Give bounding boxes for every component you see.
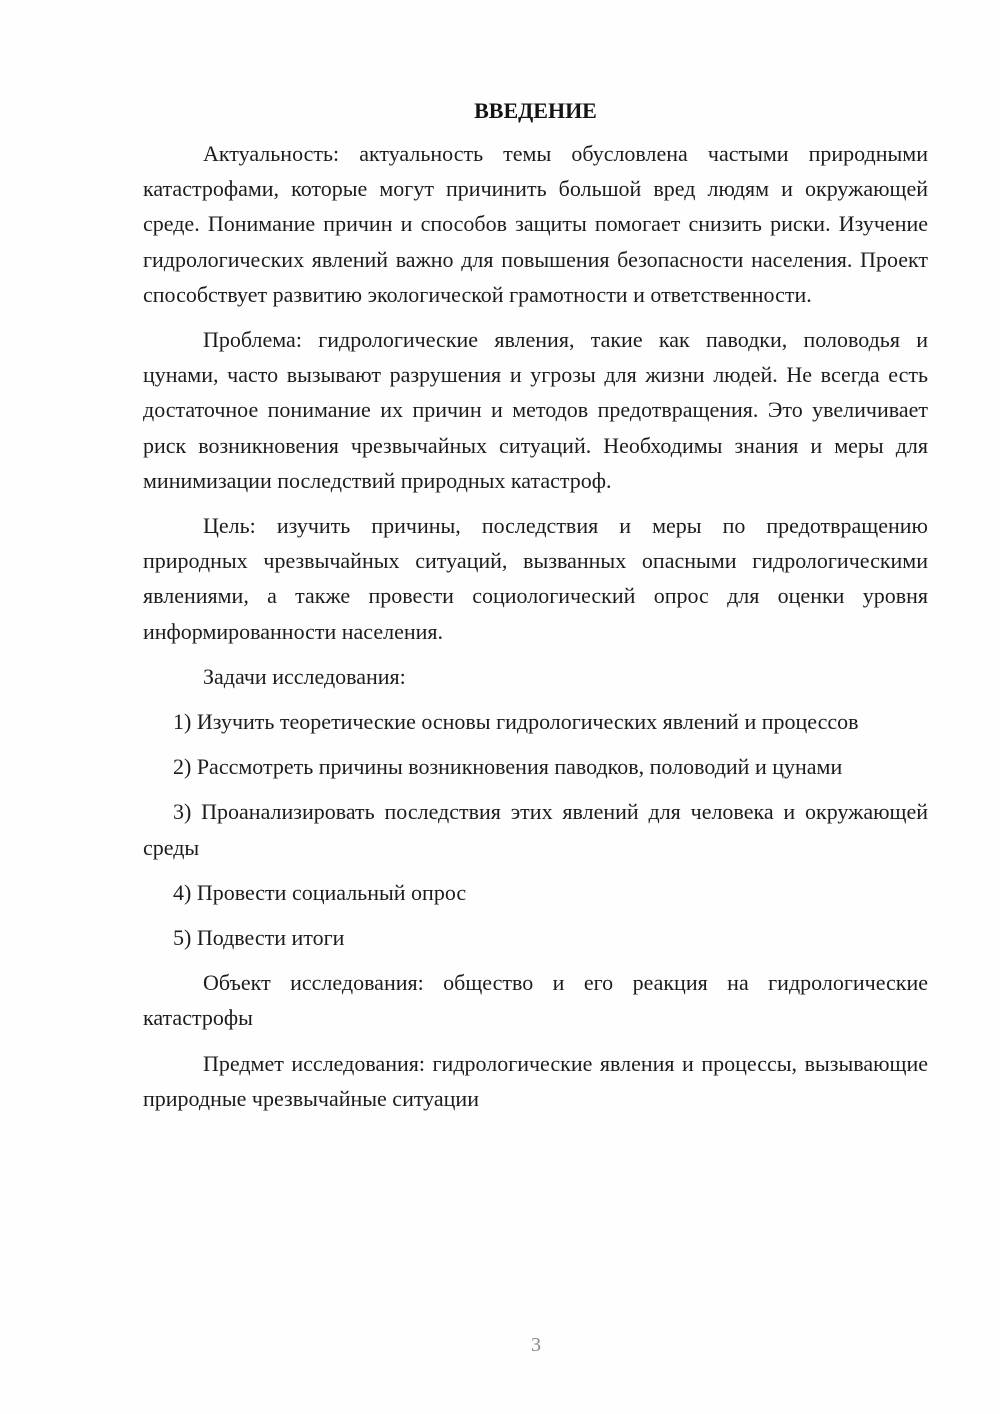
paragraph-object: Объект исследования: общество и его реакция на гидрологические катастрофы bbox=[143, 970, 928, 1031]
task-item-5: 5) Подвести итоги bbox=[173, 925, 345, 951]
paragraph-subject: Предмет исследования: гидрологические явления и процессы, вызывающие природные чрезвычайные ситуации bbox=[143, 1050, 928, 1111]
task-item-1: 1) Изучить теоретические основы гидрологических явлений и процессов bbox=[173, 709, 859, 735]
task-item-4: 4) Провести социальный опрос bbox=[173, 879, 467, 905]
task-item-2: 2) Рассмотреть причины возникновения паводков, половодий и цунами bbox=[173, 754, 843, 780]
tasks-heading: Задачи исследования: bbox=[203, 663, 406, 689]
paragraph-relevance: Актуальность: актуальность темы обусловлена частыми природными катастрофами, которые могут причинить большой вред людям и окружающей среде. Понимание причин и способов защиты помогает снизить риски. Изучение гидрологических явлений важно для повышения безопасности населения. Проект способствует развитию экологической грамотности и ответственности. bbox=[143, 141, 928, 307]
task-item-3: 3) Проанализировать последствия этих явлений для человека и окружающей среды bbox=[143, 799, 928, 860]
paragraph-problem: Проблема: гидрологические явления, такие как паводки, половодья и цунами, часто вызывают разрушения и угрозы для жизни людей. Не всегда есть достаточное понимание их причин и методов предотвращения. Это увеличивает риск возникновения чрезвычайных ситуаций. Необходимы знания и меры для минимизации последствий природных катастроф. bbox=[143, 327, 928, 493]
page-content bbox=[143, 96, 928, 1126]
section-title: ВВЕДЕНИЕ bbox=[474, 98, 597, 123]
page-number: 3 bbox=[531, 1334, 541, 1356]
paragraph-goal: Цель: изучить причины, последствия и меры по предотвращению природных чрезвычайных ситуаций, вызванных опасными гидрологическими явлениями, а также провести социологический опрос для оценки уровня информированности населения. bbox=[143, 513, 928, 644]
